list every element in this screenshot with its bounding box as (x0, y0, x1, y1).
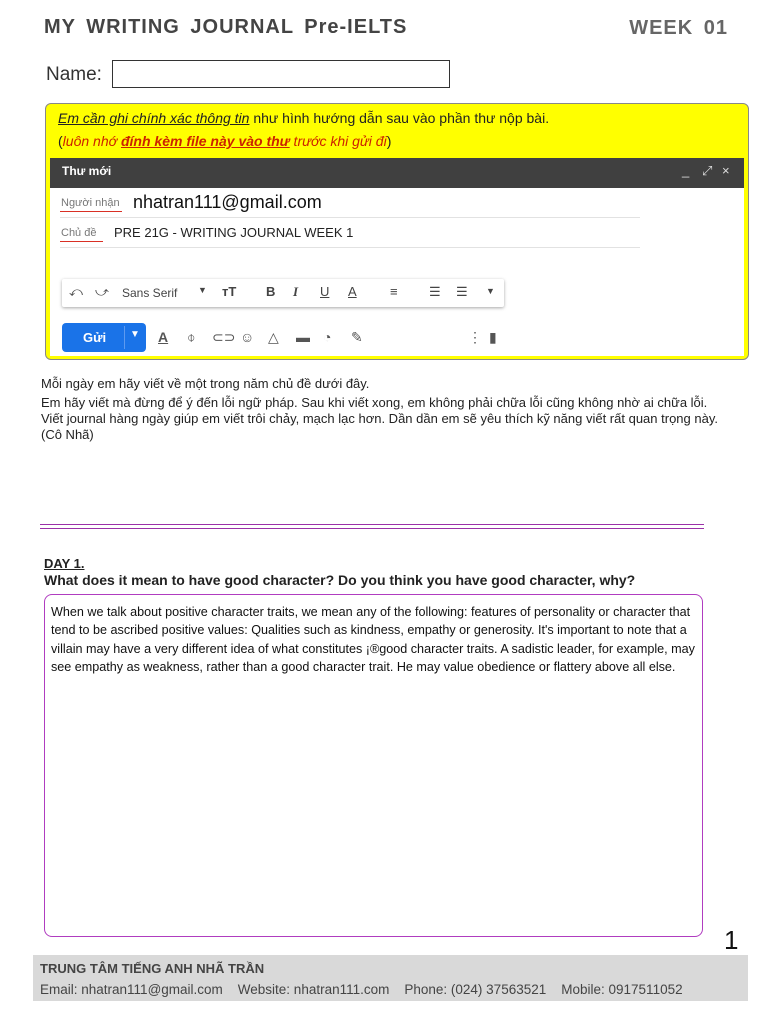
drive-icon[interactable]: △ (268, 329, 279, 345)
photo-icon[interactable]: ▬ (296, 329, 310, 345)
font-size-icon[interactable]: ᴛT (222, 284, 237, 299)
compose-title: Thư mới (62, 164, 112, 178)
name-label: Name: (46, 64, 102, 85)
reminder-text-end: trước khi gửi đi (289, 133, 387, 149)
recipient-field[interactable]: nhatran111@gmail.com (133, 192, 322, 212)
font-dropdown-icon[interactable]: ▼ (198, 285, 207, 295)
subject-label-underline (60, 241, 103, 242)
page-number: 1 (724, 925, 739, 955)
delete-icon[interactable]: ▮ (489, 329, 497, 345)
send-label[interactable]: Gửi (83, 330, 107, 345)
emoji-icon[interactable]: ☺ (240, 329, 255, 345)
link-icon[interactable]: ⊂⊃ (212, 329, 236, 345)
reminder-text: luôn nhớ (62, 133, 121, 149)
day-question: What does it mean to have good character? Do you think you have good character, why? (44, 572, 636, 588)
send-options-icon[interactable]: ▼ (130, 329, 140, 340)
underline-icon[interactable]: U (320, 284, 330, 299)
more-formatting-icon[interactable]: ▼ (486, 286, 495, 296)
section-divider-top (40, 524, 704, 525)
recipient-label-underline (60, 211, 122, 212)
instruction-text: như hình hướng dẫn sau vào phần thư nộp bài. (249, 110, 550, 126)
bulleted-list-icon[interactable]: ☰ (456, 284, 468, 299)
redo-icon[interactable]: ⤻ (95, 284, 109, 299)
attach-icon[interactable]: ⌽ (187, 329, 196, 345)
paren-close: ) (386, 133, 392, 149)
expand-icon[interactable]: ⤢ (702, 163, 713, 178)
text-color-icon[interactable]: A (348, 284, 357, 299)
footer-org-name: TRUNG TÂM TIẾNG ANH NHÃ TRẦN (40, 961, 265, 976)
instruction-emphasis: Em cần ghi chính xác thông tin (58, 110, 250, 126)
bold-icon[interactable]: B (266, 284, 276, 299)
compose-header (50, 158, 744, 188)
recipient-divider (60, 217, 640, 218)
intro-line: Mỗi ngày em hãy viết về một trong năm chủ đề dưới đây. (41, 376, 370, 391)
undo-icon[interactable]: ⤺ (69, 284, 83, 299)
recipient-label: Người nhận (61, 197, 120, 209)
week-label: WEEK 01 (629, 17, 728, 39)
italic-icon[interactable]: I (293, 284, 299, 299)
paren-open: ( (58, 133, 63, 149)
subject-divider (60, 247, 640, 248)
instruction-line-1 (58, 110, 549, 126)
section-divider-bottom (40, 528, 704, 529)
intro-paragraph: Em hãy viết mà đừng để ý đến lỗi ngữ pháp. Sau khi viết xong, em không phải chữa lỗi cũng không nhờ ai chữa lỗi. Viết journal hàng ngày giúp em viết trôi chảy, mạch lạc hơn. Dần dần em sẽ yêu thích kỹ năng viết rất quan trọng này. (Cô Nhã) (41, 395, 718, 442)
day-label: DAY 1. (44, 556, 85, 571)
footer-contact: Email: nhatran111@gmail.com Website: nhatran111.com Phone: (024) 37563521 Mobile: 0917511052 (40, 982, 683, 997)
align-icon[interactable]: ≡ (390, 284, 398, 299)
close-icon[interactable]: × (722, 163, 730, 178)
subject-field[interactable]: PRE 21G - WRITING JOURNAL WEEK 1 (114, 225, 354, 240)
journal-title: MY WRITING JOURNAL Pre-IELTS (44, 16, 408, 38)
formatting-icon[interactable]: A (158, 329, 169, 345)
minimize-icon[interactable]: _ (682, 163, 690, 178)
numbered-list-icon[interactable]: ☰ (429, 284, 441, 299)
font-selector[interactable]: Sans Serif (122, 286, 178, 300)
name-input[interactable] (112, 60, 450, 88)
reminder-emphasis: đính kèm file này vào thư (120, 133, 290, 149)
answer-text[interactable]: When we talk about positive character traits, we mean any of the following: features of personality or character that tend to be ascribed positive values: Qualities such as kindness, empathy or generosity. It's important to note that a villain may have a very different idea of what constitutes ¡®good character traits. A sadistic leader, for example, may see empathy as weakness, rather than a good character trait. He may value obedience or flattery above all else. (51, 605, 695, 674)
formatting-toolbar (62, 279, 504, 307)
confidential-icon[interactable]: ◔ (323, 329, 332, 345)
signature-icon[interactable]: ✎ (351, 329, 363, 345)
more-options-icon[interactable]: ⋮ (468, 329, 482, 345)
instruction-line-2 (58, 133, 391, 149)
subject-label: Chủ đề (61, 227, 97, 239)
send-divider (124, 326, 125, 349)
